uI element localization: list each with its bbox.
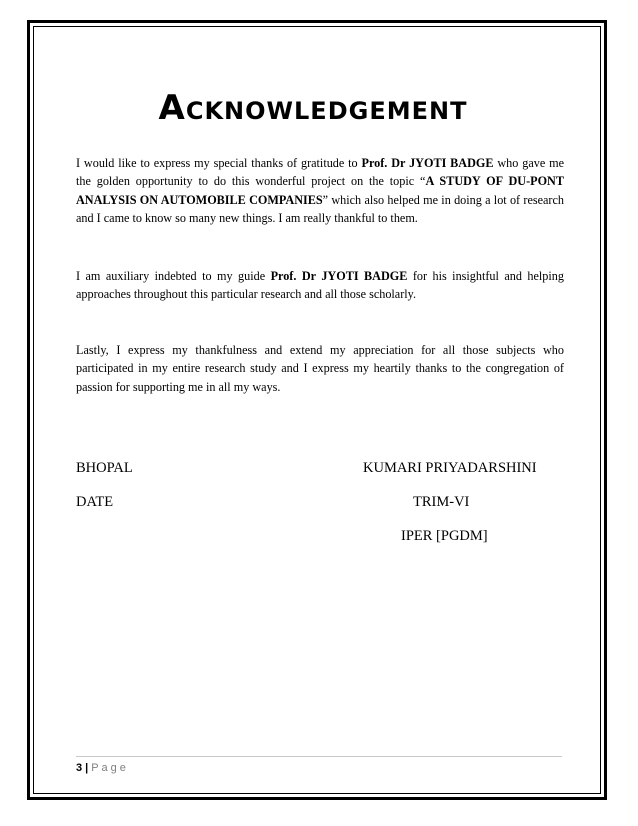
footer-separator: |	[85, 762, 89, 774]
date-label: DATE	[76, 494, 114, 510]
author-name: KUMARI PRIYADARSHINI	[363, 460, 537, 476]
page-label: Page	[91, 762, 129, 774]
page-border-inner	[33, 26, 601, 794]
trimester-label: TRIM-VI	[413, 494, 470, 510]
guide-name-bold: Prof. Dr JYOTI BADGE	[270, 269, 408, 283]
acknowledgement-paragraph-2: I am auxiliary indebted to my guide Prof. Dr JYOTI BADGE for his insightful and helping approaches throughout this particular research and all those scholarly.	[76, 269, 564, 302]
page-title: Acknowledgement	[158, 88, 468, 128]
institute-label: IPER [PGDM]	[401, 528, 488, 544]
guide-name-bold: Prof. Dr JYOTI BADGE	[361, 156, 494, 170]
acknowledgement-paragraph-1: I would like to express my special thanks of gratitude to Prof. Dr JYOTI BADGE who gave me the golden opportunity to do this wonderful project on the topic “A STUDY OF DU-PONT ANALYSIS ON AUTOMOBILE COMPANIES” which also helped me in doing a lot of research and I came to know so many new things. I am really thankful to them.	[76, 156, 564, 226]
project-topic-bold: A STUDY OF DU-PONT ANALYSIS ON AUTOMOBILE COMPANIES	[76, 174, 564, 207]
page-number: 3	[76, 762, 83, 774]
footer-divider	[76, 756, 562, 757]
acknowledgement-paragraph-3: Lastly, I express my thankfulness and extend my appreciation for all those subjects who participated in my entire research study and I express my heartily thanks to the congregation of passion for supporting me in all my ways.	[76, 343, 564, 394]
page-footer	[76, 762, 129, 774]
place-label: BHOPAL	[76, 460, 133, 476]
